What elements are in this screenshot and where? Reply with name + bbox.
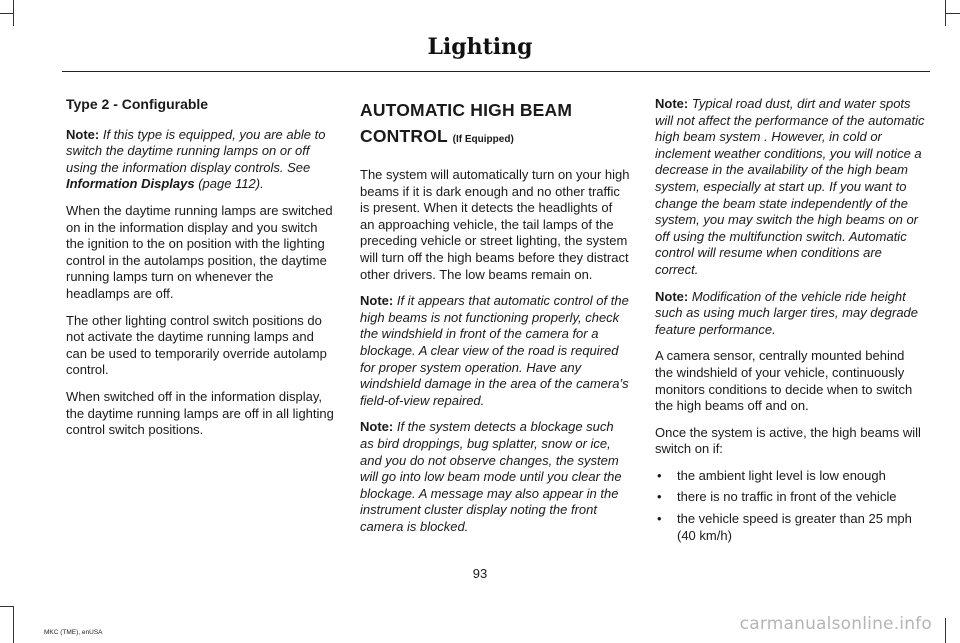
page-number: 93 (472, 566, 488, 581)
list-item (655, 489, 925, 506)
note-paragraph (655, 96, 925, 279)
cross-reference-link[interactable]: Information Displays (66, 176, 195, 192)
note-paragraph (360, 419, 630, 535)
heading-line1: AUTOMATIC HIGH BEAM (360, 100, 573, 120)
bullet-icon: • (657, 489, 662, 505)
crop-mark-top-left-v (13, 0, 14, 26)
watermark: carmanualsonline.info (739, 614, 932, 634)
list-item (655, 511, 925, 544)
crop-mark-top-right-h (946, 13, 960, 14)
heading-line2: CONTROL (360, 126, 448, 146)
middle-column (360, 96, 630, 545)
list-item (655, 468, 925, 485)
page-reference: (page 112). (198, 176, 264, 192)
body-paragraph: The system will automatically turn on your high beams if it is dark enough and no other traffic is present. When it detects the headlights of an approaching vehicle, the tail lamps of the preceding vehicle or street lighting, the system will turn off the high beams before they distract other drivers. The low beams remain on. (360, 167, 630, 282)
body-paragraph: When switched off in the information display, the daytime running lamps are off in all lighting control switch positions. (66, 388, 334, 438)
note-label: Note: (655, 96, 689, 111)
list-item-text: the vehicle speed is greater than 25 mph (40 km/h) (677, 511, 912, 543)
section-heading-auto-high-beam (360, 97, 630, 153)
bullet-icon: • (657, 467, 662, 483)
body-paragraph: A camera sensor, centrally mounted behind the windshield of your vehicle, continuously monitors conditions to decide when to switch the high beams off and on. (655, 348, 913, 414)
crop-mark-bottom-right-v (945, 618, 946, 643)
header-rule (62, 71, 930, 72)
crop-mark-top-left-h (0, 13, 13, 14)
conditions-list (655, 468, 925, 544)
right-column (655, 96, 925, 549)
note-paragraph (66, 127, 336, 193)
list-item-text: there is no traffic in front of the vehicle (677, 489, 897, 505)
note-paragraph (360, 293, 630, 409)
bullet-icon: • (657, 511, 662, 527)
section-heading-type2: Type 2 - Configurable (66, 96, 209, 112)
list-item-text: the ambient light level is low enough (677, 467, 886, 483)
note-text: Typical road dust, dirt and water spots will not affect the performance of the automatic high beam system . However, in cold or inclement weather conditions, you will notice a decrease in the availability of the high beam system, especially at start up. If you want to change the beam state independently of the system, you may switch the high beams on or off using the multifunction switch. Automatic control will resume when conditions are correct. (655, 96, 925, 277)
note-label: Note: (66, 126, 100, 142)
note-text: Modification of the vehicle ride height such as using much larger tires, may degrade feature performance. (655, 288, 919, 337)
note-text: If this type is equipped, you are able to switch the daytime running lamps on or off using the information display controls. See (66, 126, 326, 175)
heading-suffix: (If Equipped) (452, 134, 514, 145)
crop-mark-bottom-left-v (13, 606, 14, 643)
note-paragraph (655, 289, 925, 339)
note-text: If it appears that automatic control of the high beams is not functioning properly, check the windshield in front of the camera for a blockage. A clear view of the road is required for proper system operation. Have any windshield damage in the area of the camera’s field-of-view repaired. (360, 293, 629, 408)
note-text: If the system detects a blockage such as bird droppings, bug splatter, snow or ice, and you do not observe changes, the system will go into low beam mode until you clear the blockage. A message may also appear in the instrument cluster display noting the front camera is blocked. (360, 419, 622, 534)
body-paragraph: The other lighting control switch positions do not activate the daytime running lamps and can be used to temporarily override autolamp control. (66, 312, 327, 378)
note-label: Note: (655, 288, 689, 304)
crop-mark-bottom-left-h (0, 606, 13, 607)
left-column (66, 96, 336, 449)
page-header-title: Lighting (427, 34, 533, 60)
note-label: Note: (360, 293, 394, 309)
body-paragraph: Once the system is active, the high beams will switch on if: (655, 424, 921, 457)
note-label: Note: (360, 419, 394, 435)
document-code: MKC (TME), enUSA (44, 629, 103, 636)
body-paragraph: When the daytime running lamps are switched on in the information display and you switch the ignition to the on position with the lighting control in the autolamps position, the daytime running lamps turn on whenever the headlamps are off. (66, 202, 333, 301)
